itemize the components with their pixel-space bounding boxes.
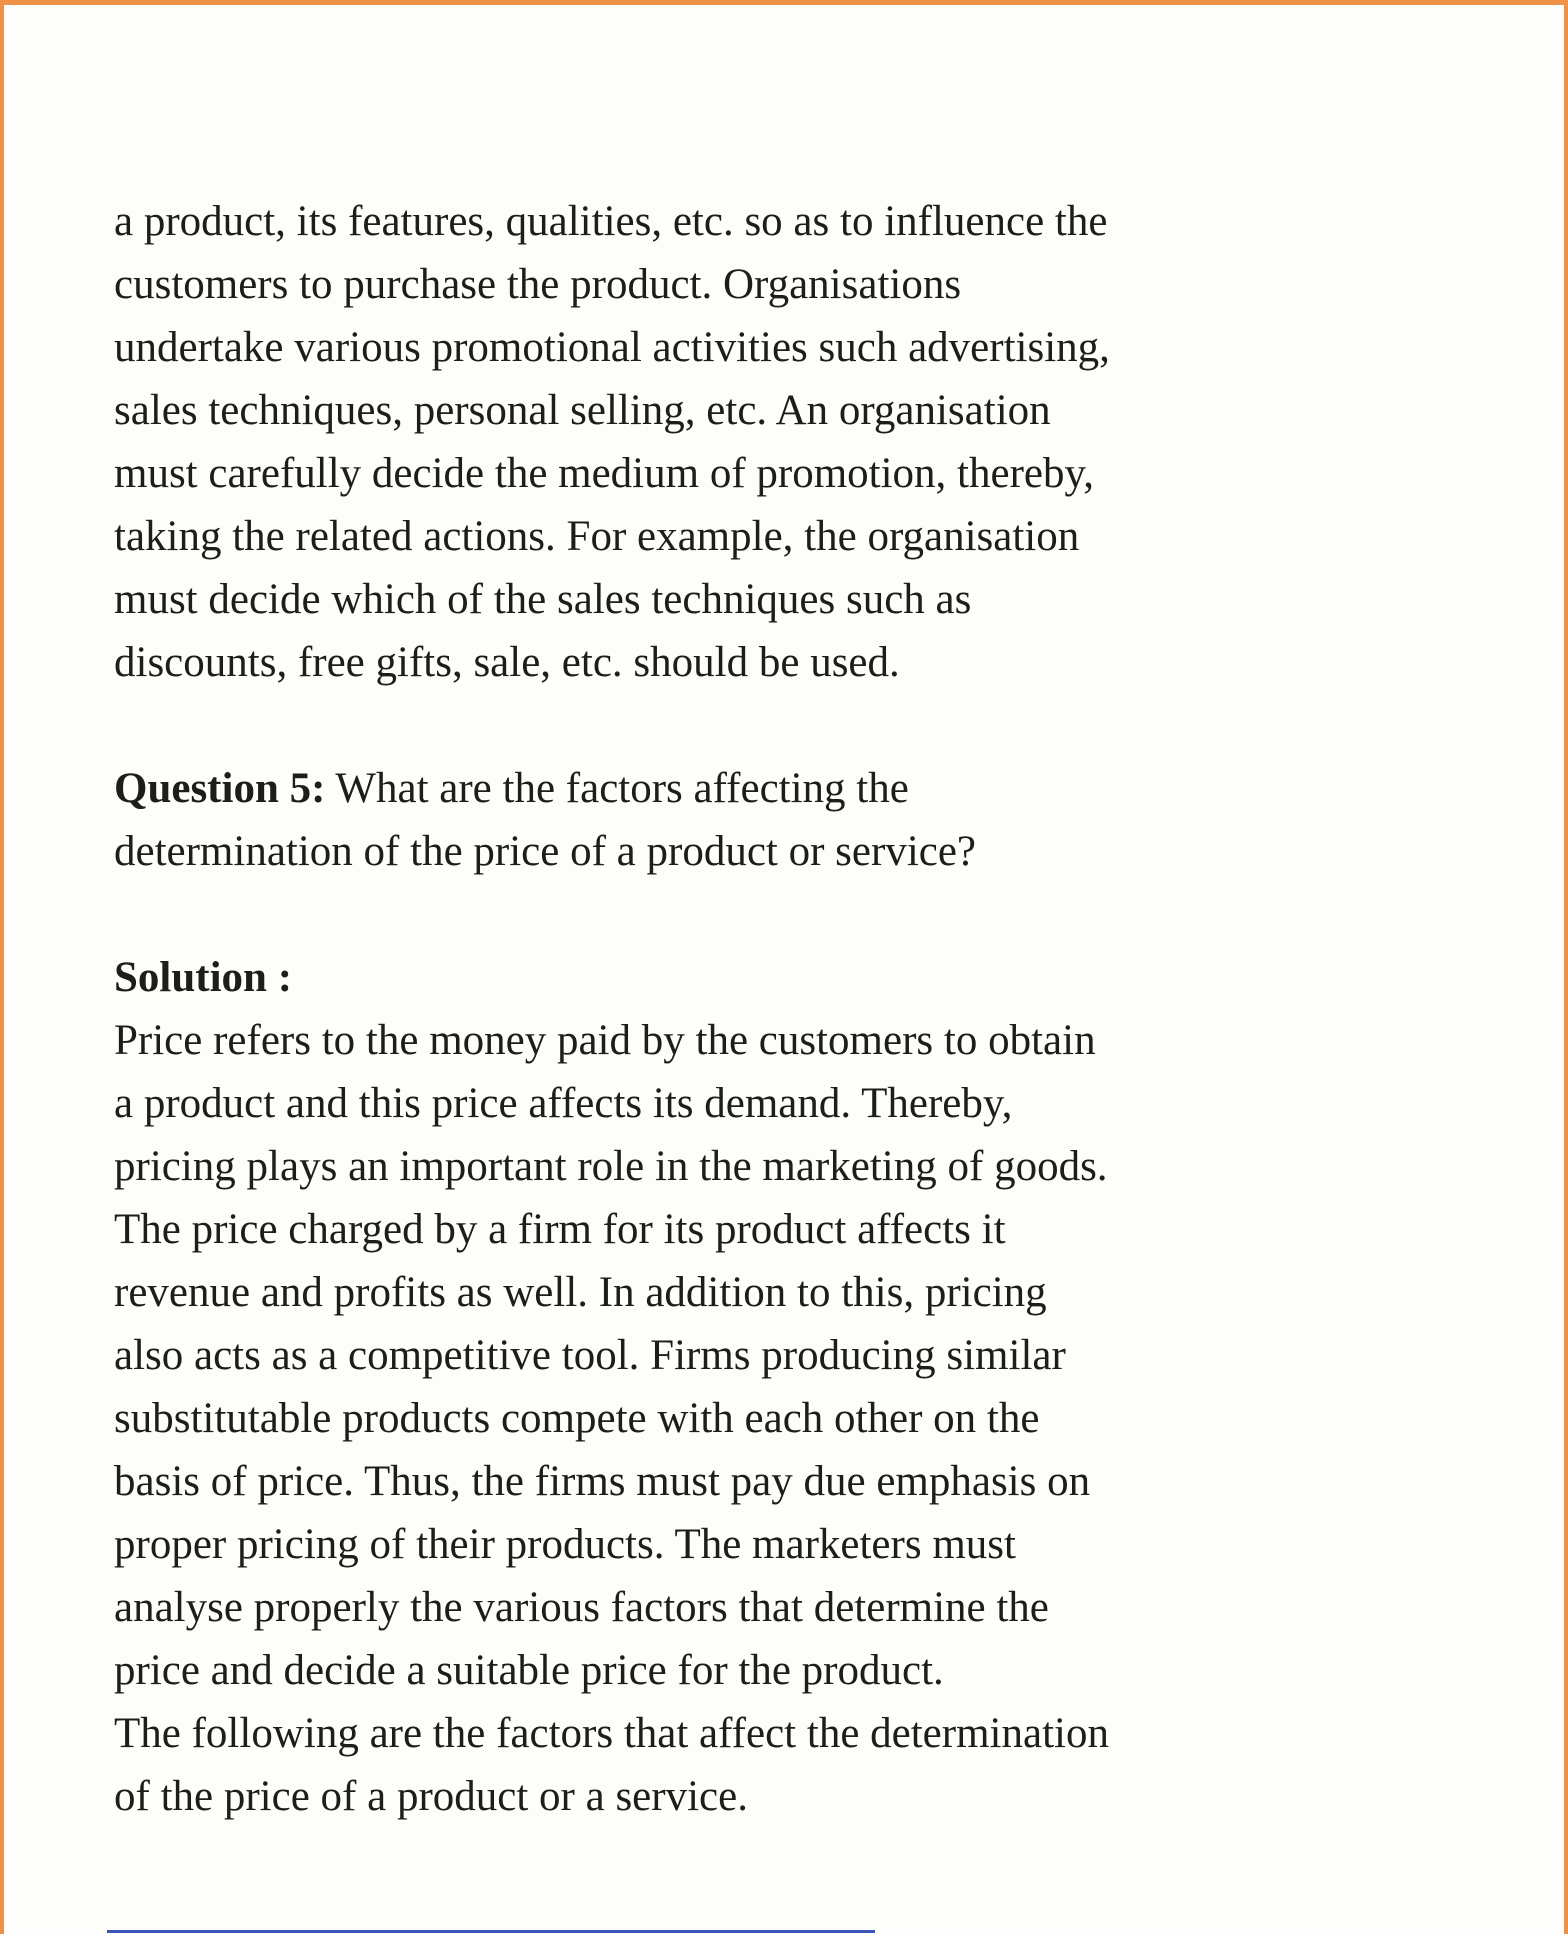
paragraph-gap — [114, 694, 1110, 757]
text-line: analyse properly the various factors that determine the — [114, 1584, 1049, 1631]
question-second-line: determination of the price of a product or service? — [114, 828, 977, 875]
text-line: Price refers to the money paid by the customers to obtain — [114, 1017, 1096, 1064]
text-line: sales techniques, personal selling, etc. An organisation — [114, 387, 1051, 434]
solution-heading: Solution : — [114, 954, 293, 1001]
text-line: must carefully decide the medium of promotion, thereby, — [114, 450, 1094, 497]
promotion-paragraph — [114, 190, 1110, 694]
text-line: basis of price. Thus, the firms must pay due emphasis on — [114, 1458, 1091, 1505]
question-first-line — [114, 757, 1110, 820]
text-line: a product and this price affects its demand. Thereby, — [114, 1080, 1013, 1127]
question-text: What are the factors affecting the — [325, 765, 909, 812]
text-line: undertake various promotional activities such advertising, — [114, 324, 1110, 371]
text-line: taking the related actions. For example, the organisation — [114, 513, 1080, 560]
question-label: Question 5: — [114, 765, 326, 812]
text-line: The following are the factors that affect the determination — [114, 1710, 1109, 1757]
text-line: pricing plays an important role in the marketing of goods. — [114, 1143, 1108, 1190]
bottom-rule — [107, 1930, 875, 1933]
text-line: discounts, free gifts, sale, etc. should be used. — [114, 639, 900, 686]
paragraph-gap — [114, 883, 1110, 946]
text-line: must decide which of the sales techniques such as — [114, 576, 972, 623]
text-line: proper pricing of their products. The marketers must — [114, 1521, 1016, 1568]
text-line: revenue and profits as well. In addition to this, pricing — [114, 1269, 1047, 1316]
page-content — [4, 5, 1150, 1828]
text-line: also acts as a competitive tool. Firms producing similar — [114, 1332, 1066, 1379]
text-line: substitutable products compete with each other on the — [114, 1395, 1040, 1442]
text-line: of the price of a product or a service. — [114, 1773, 748, 1820]
solution-block — [114, 946, 1110, 1828]
text-line: price and decide a suitable price for the product. — [114, 1647, 944, 1694]
text-line: a product, its features, qualities, etc. so as to influence the — [114, 198, 1108, 245]
text-line: customers to purchase the product. Organisations — [114, 261, 962, 308]
text-line: The price charged by a firm for its product affects it — [114, 1206, 1006, 1253]
question-block — [114, 757, 1110, 883]
